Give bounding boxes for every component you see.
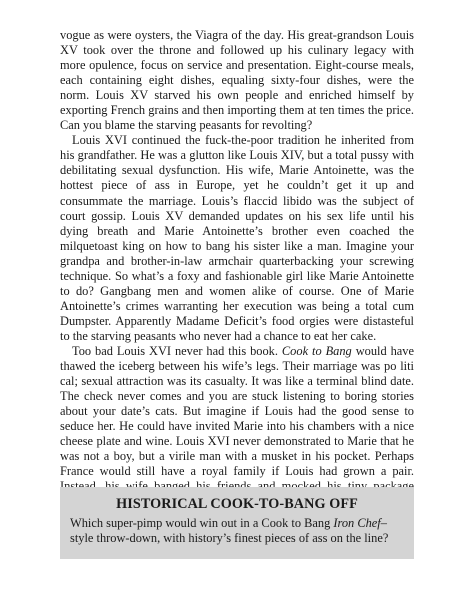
paragraph-1-text: vogue as were oysters, the Viagra of the day. His great-grandson Louis XV took over the throne and followed up his culinary legacy with more opulence, focus on service and presentation. Eight-course meals, each containing eight dishes, equaling sixty-four dishes, were the norm. Louis XV starved his own people and enriched himself by exporting French grains and then importing them at ten times the price. Can you blame the starving peasants for revolting?	[60, 28, 414, 133]
paragraph-3-text-rest: would have thawed the iceberg between his wife’s legs. Their marriage was po liti cal; sexual attraction was its casualty. It was like a terminal blind date. The check never comes and you are stuck listening to boring stories about your date’s cats. But imagine if Louis had the good sense to seduce her. He could have invited Marie into his chambers with a nice cheese plate and wine. Louis XVI never demonstrated to Marie that he was not a boy, but a virile man with a musket in his pocket. Perhaps France would still have a royal family if Louis had grown a pair.	[60, 343, 414, 479]
sidebar-body-italic: Iron Chef	[333, 516, 381, 530]
sidebar-box	[60, 487, 414, 559]
paragraph-3-text-start: Too bad Louis XVI never had this book.	[72, 343, 282, 358]
sidebar-title: HISTORICAL COOK-TO-BANG OFF	[116, 496, 358, 512]
paragraph-3	[60, 344, 414, 510]
book-title-italic: Cook to Bang	[281, 343, 352, 358]
body-text	[60, 28, 414, 510]
sidebar-body-end: –style throw-down, with history’s finest pieces of ass on the line?	[70, 516, 389, 546]
sidebar-body	[70, 516, 404, 546]
sidebar-body-start: Which super-pimp would win out in a Cook to Bang	[70, 516, 334, 530]
paragraph-1	[60, 28, 414, 133]
paragraph-2-text: Louis XVI continued the fuck-the-poor tradition he inherited from his grandfather. He was a glutton like Louis XIV, but a total pussy with debilitating sexual dysfunction. His wife, Marie Antoinette, was the hottest piece of ass in Europe, yet he couldn’t get it up and consummate the marriage. Louis’s flaccid libido was the subject of court gossip. Louis XV demanded updates on his sex life until his dying breath and Marie Antoinette’s brother even coached the milquetoast king on how to bang his sister like a man. Imagine your grandpa and brother-in-law armchair quarterbacking your screwing technique. So what’s a foxy and fashionable girl like Marie Antoinette to do? Gangbang men and women alike of course. One of Marie Antoinette’s crimes warranting her execution was being a total cum Dumpster. Apparently Madame Deficit’s food orgies were distasteful to the starving peasants who never had a chance to eat her cake.	[60, 133, 414, 343]
paragraph-2	[60, 133, 414, 344]
